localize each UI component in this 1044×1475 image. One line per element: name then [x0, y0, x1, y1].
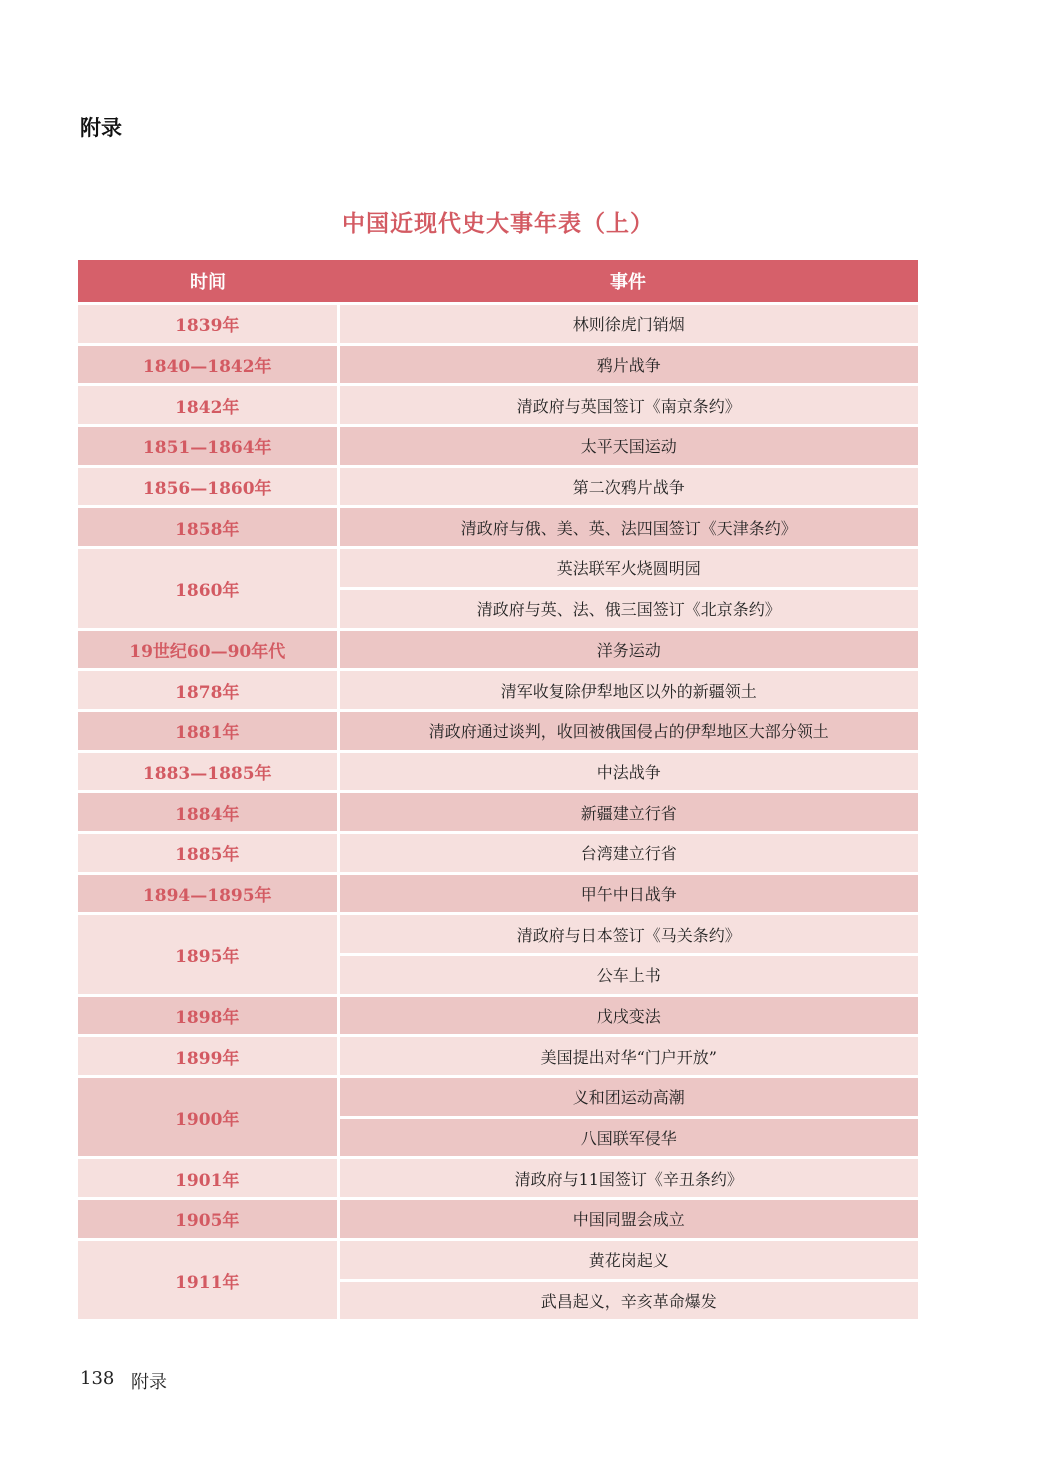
- time-cell: 1899年: [78, 1036, 338, 1077]
- event-cell: 清政府与英国签订《南京条约》: [338, 385, 918, 426]
- event-cell: 甲午中日战争: [338, 873, 918, 914]
- event-cell: 太平天国运动: [338, 426, 918, 467]
- header-time: 时间: [78, 260, 338, 304]
- chronology-table: [78, 260, 918, 1319]
- event-cell: 义和团运动高潮: [338, 1077, 918, 1118]
- event-cell: 洋务运动: [338, 629, 918, 670]
- table-row: [78, 832, 918, 873]
- table-title: 中国近现代史大事年表（上）: [342, 210, 654, 237]
- time-cell: 1839年: [78, 304, 338, 345]
- time-cell: 1878年: [78, 670, 338, 711]
- time-cell: 1842年: [78, 385, 338, 426]
- page-number: 138: [80, 1368, 115, 1389]
- event-cell: 公车上书: [338, 955, 918, 996]
- event-cell: 黄花岗起义: [338, 1239, 918, 1280]
- table-row: [78, 304, 918, 345]
- event-cell: 清政府与日本签订《马关条约》: [338, 914, 918, 955]
- event-cell: 清政府与11国签订《辛丑条约》: [338, 1158, 918, 1199]
- table-row: [78, 548, 918, 589]
- event-cell: 清政府与英、法、俄三国签订《北京条约》: [338, 588, 918, 629]
- time-cell: 1901年: [78, 1158, 338, 1199]
- time-cell: 1900年: [78, 1077, 338, 1158]
- event-cell: 戊戌变法: [338, 995, 918, 1036]
- event-cell: 新疆建立行省: [338, 792, 918, 833]
- table-body: [78, 304, 918, 1320]
- table-row: [78, 792, 918, 833]
- table-row: [78, 507, 918, 548]
- table-row: [78, 670, 918, 711]
- section-label: 附录: [80, 116, 122, 140]
- event-cell: 台湾建立行省: [338, 832, 918, 873]
- event-cell: 鸦片战争: [338, 344, 918, 385]
- table-row: [78, 385, 918, 426]
- event-cell: 清军收复除伊犁地区以外的新疆领土: [338, 670, 918, 711]
- table-row: [78, 710, 918, 751]
- table-row: [78, 1077, 918, 1118]
- header-event: 事件: [338, 260, 918, 304]
- event-cell: 英法联军火烧圆明园: [338, 548, 918, 589]
- table-row: [78, 1158, 918, 1199]
- time-cell: 1883—1885年: [78, 751, 338, 792]
- event-cell: 八国联军侵华: [338, 1117, 918, 1158]
- time-cell: 1840—1842年: [78, 344, 338, 385]
- event-cell: 清政府与俄、美、英、法四国签订《天津条约》: [338, 507, 918, 548]
- time-cell: 1884年: [78, 792, 338, 833]
- time-cell: 1911年: [78, 1239, 338, 1319]
- event-cell: 武昌起义，辛亥革命爆发: [338, 1280, 918, 1319]
- table-header-row: [78, 260, 918, 304]
- table-row: [78, 1199, 918, 1240]
- table-row: [78, 629, 918, 670]
- time-cell: 1894—1895年: [78, 873, 338, 914]
- event-cell: 中法战争: [338, 751, 918, 792]
- time-cell: 1895年: [78, 914, 338, 995]
- table-row: [78, 873, 918, 914]
- event-cell: 林则徐虎门销烟: [338, 304, 918, 345]
- time-cell: 1885年: [78, 832, 338, 873]
- time-cell: 1881年: [78, 710, 338, 751]
- time-cell: 1898年: [78, 995, 338, 1036]
- time-cell: 1860年: [78, 548, 338, 629]
- table-row: [78, 344, 918, 385]
- table-row: [78, 1239, 918, 1280]
- table-row: [78, 1036, 918, 1077]
- time-cell: 1858年: [78, 507, 338, 548]
- time-cell: 1851—1864年: [78, 426, 338, 467]
- time-cell: 1905年: [78, 1199, 338, 1240]
- time-cell: 1856—1860年: [78, 466, 338, 507]
- table-row: [78, 751, 918, 792]
- event-cell: 美国提出对华“门户开放”: [338, 1036, 918, 1077]
- footer-label: 附录: [131, 1372, 167, 1393]
- table-row: [78, 914, 918, 955]
- event-cell: 清政府通过谈判，收回被俄国侵占的伊犁地区大部分领土: [338, 710, 918, 751]
- event-cell: 第二次鸦片战争: [338, 466, 918, 507]
- table-row: [78, 466, 918, 507]
- event-cell: 中国同盟会成立: [338, 1199, 918, 1240]
- table-row: [78, 426, 918, 467]
- table-row: [78, 995, 918, 1036]
- time-cell: 19世纪60—90年代: [78, 629, 338, 670]
